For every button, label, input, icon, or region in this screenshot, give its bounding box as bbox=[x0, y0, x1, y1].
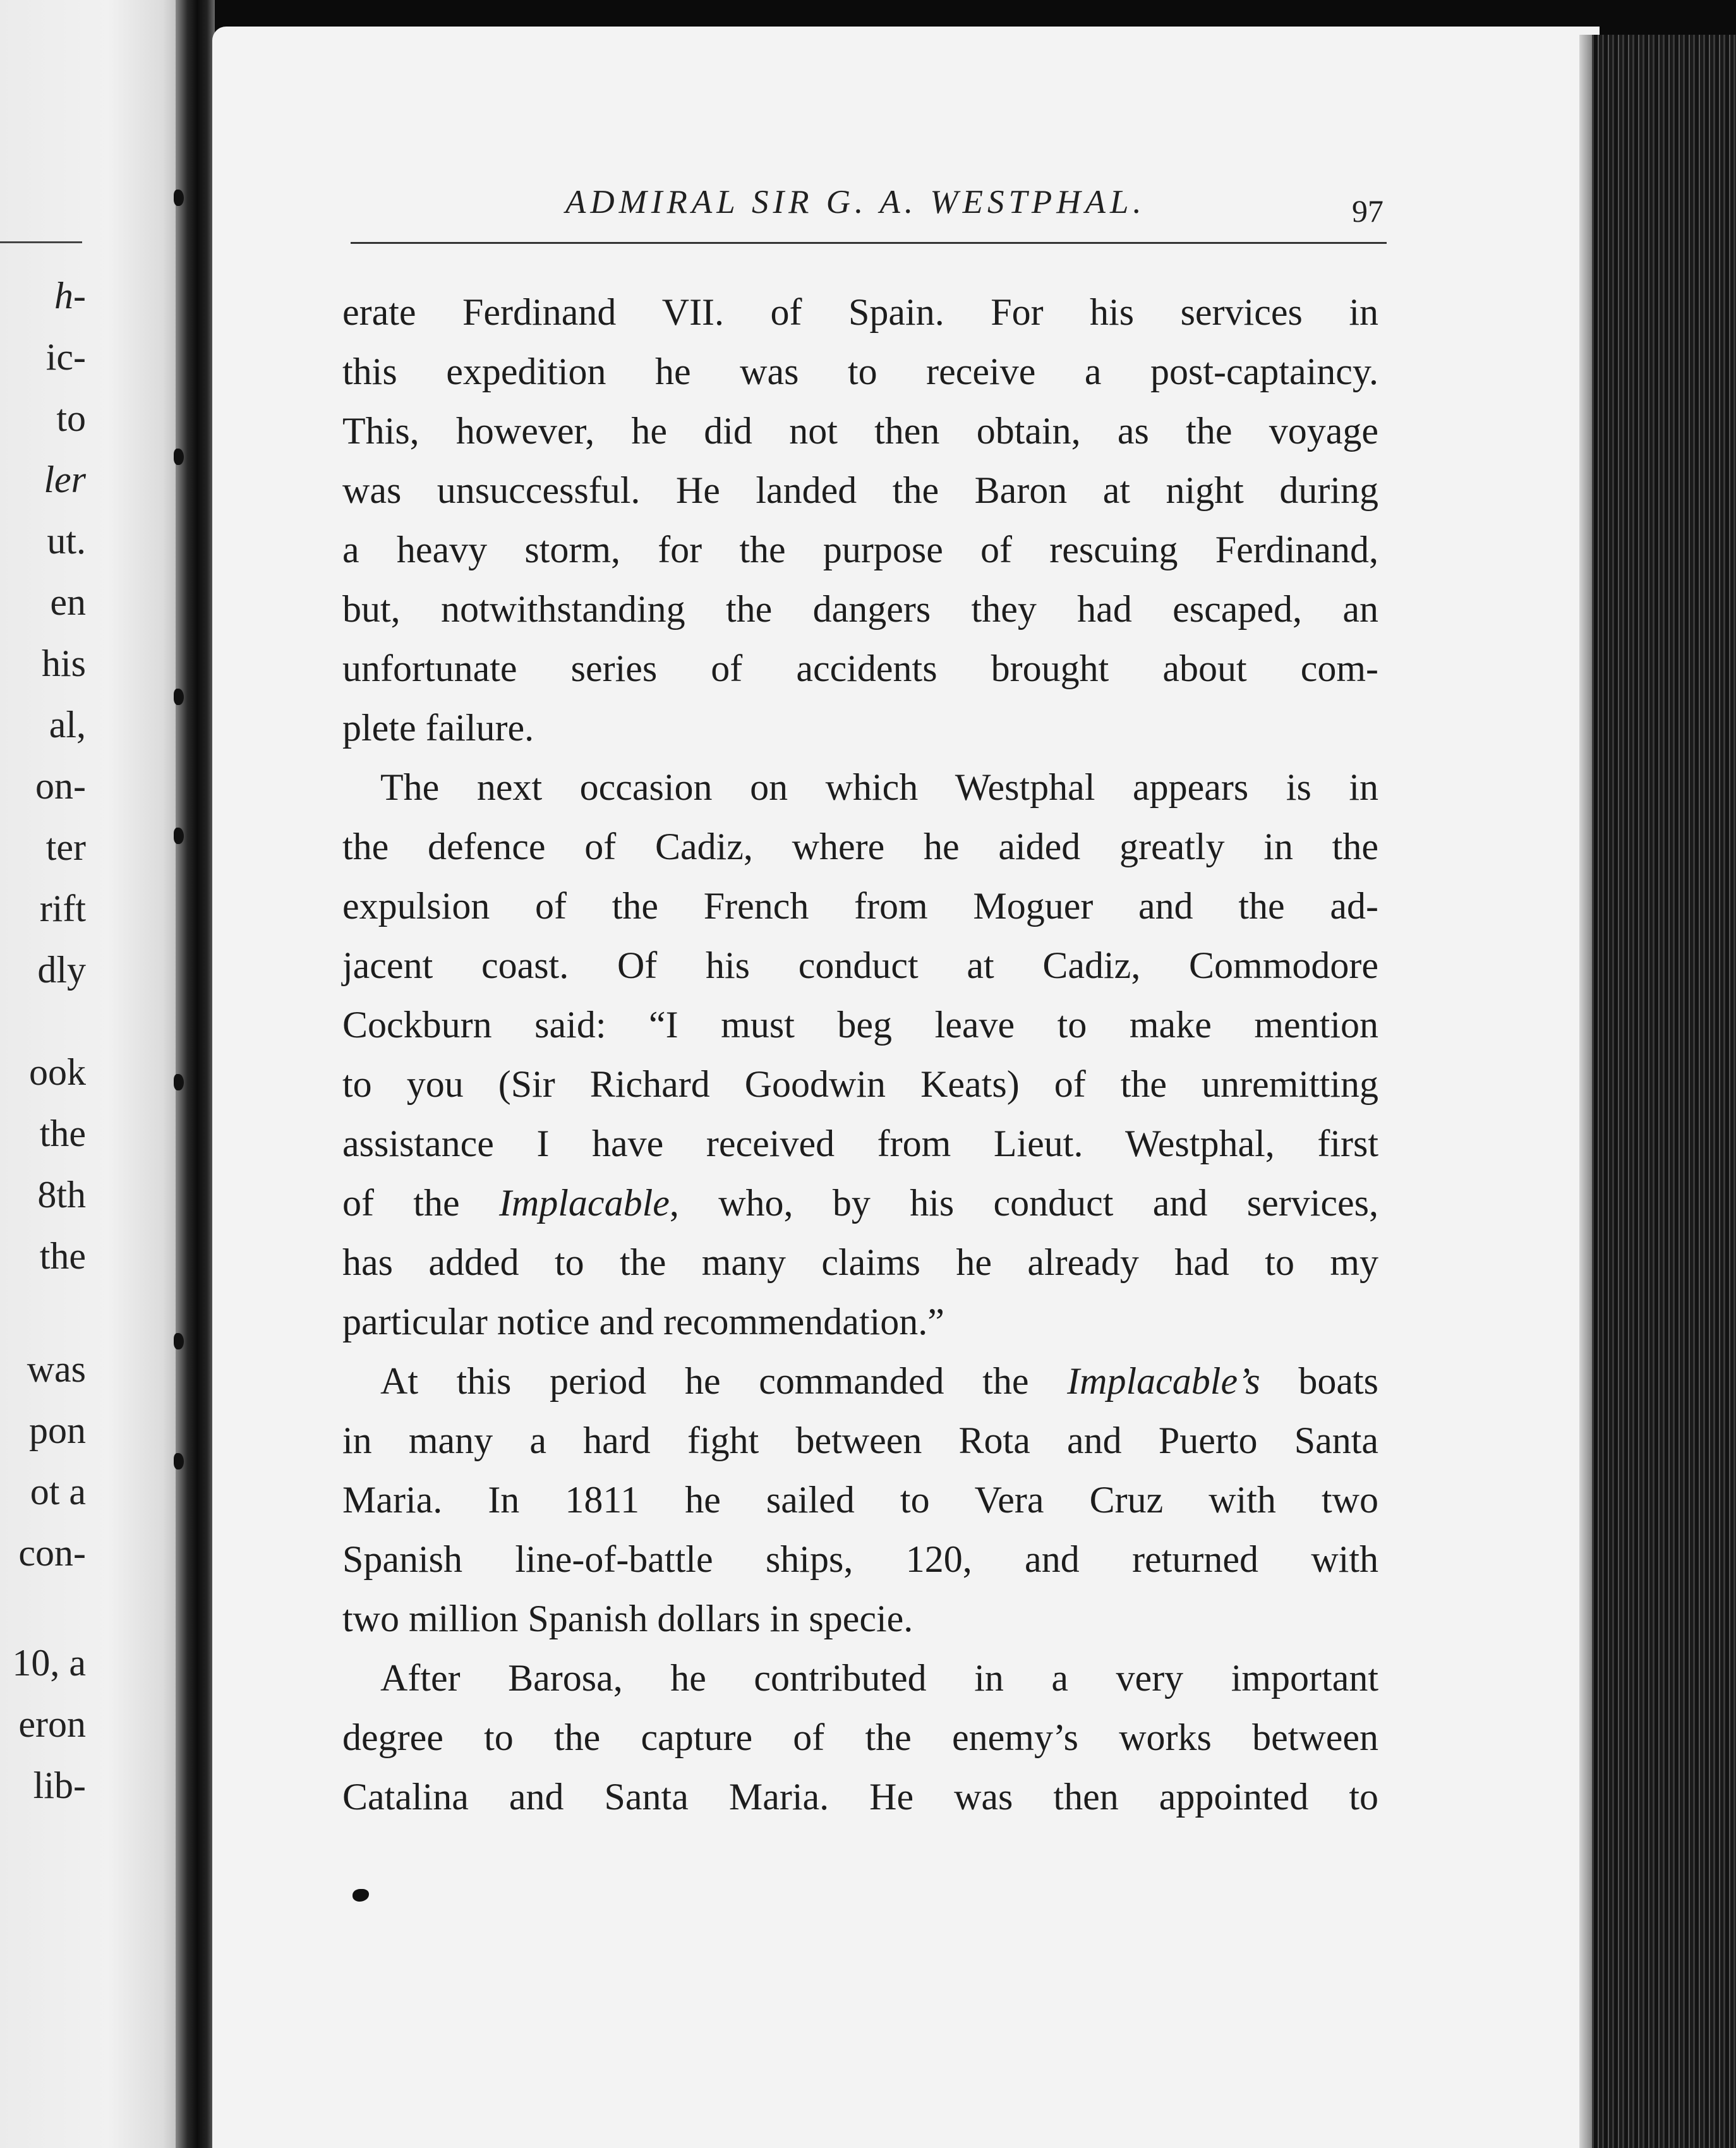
text-line: in many a hard fight between Rota and Puerto Santa bbox=[342, 1420, 1378, 1461]
left-page-fragment: to bbox=[56, 397, 86, 439]
text-line: assistance I have received from Lieut. Westphal, first bbox=[342, 1123, 1378, 1164]
left-page-fragment: en bbox=[50, 581, 86, 623]
text-line: the defence of Cadiz, where he aided greatly in the bbox=[342, 826, 1378, 867]
ship-name: Implacable’s bbox=[1067, 1360, 1260, 1402]
left-page-fragment: his bbox=[41, 643, 86, 684]
text-line: Maria. In 1811 he sailed to Vera Cruz with two bbox=[342, 1479, 1378, 1521]
text-line: erate Ferdinand VII. of Spain. For his services in bbox=[342, 291, 1378, 333]
left-page-fragment: on- bbox=[35, 765, 86, 807]
text-line: expulsion of the French from Moguer and the ad- bbox=[342, 885, 1378, 927]
text-line: Catalina and Santa Maria. He was then appointed to bbox=[342, 1776, 1378, 1818]
left-page-fragment: the bbox=[39, 1113, 86, 1154]
left-page-fragment: al, bbox=[49, 704, 86, 745]
text-line bbox=[342, 1358, 1378, 1404]
text-line: was unsuccessful. He landed the Baron at night during bbox=[342, 469, 1378, 511]
gutter-mark bbox=[174, 1074, 184, 1090]
text-line: jacent coast. Of his conduct at Cadiz, Commodore bbox=[342, 944, 1378, 986]
text-line: Cockburn said: “I must beg leave to make mention bbox=[342, 1004, 1378, 1046]
gutter-mark bbox=[174, 1333, 184, 1349]
gutter-mark bbox=[174, 828, 184, 844]
text-line: degree to the capture of the enemy’s works between bbox=[342, 1717, 1378, 1758]
page-edges bbox=[1592, 35, 1736, 2148]
text-line: a heavy storm, for the purpose of rescuing Ferdinand, bbox=[342, 529, 1378, 570]
body-text bbox=[342, 0, 1385, 2148]
left-page-fragment: was bbox=[27, 1348, 86, 1390]
left-page-rule bbox=[0, 241, 82, 243]
text-line bbox=[342, 1180, 1378, 1226]
left-page-fragment: ler bbox=[44, 459, 86, 500]
text-line: to you (Sir Richard Goodwin Keats) of the unremitting bbox=[342, 1063, 1378, 1105]
text-line: After Barosa, he contributed in a very important bbox=[380, 1657, 1378, 1699]
text-run: At this period he commanded the bbox=[380, 1360, 1068, 1402]
left-page-fragment: ook bbox=[29, 1051, 86, 1093]
left-page-fragment: ot a bbox=[30, 1471, 86, 1512]
book-gutter bbox=[176, 0, 215, 2148]
text-line: This, however, he did not then obtain, as the voyage bbox=[342, 410, 1378, 452]
left-page-fragment: dly bbox=[37, 949, 86, 991]
left-page-fragment: rift bbox=[39, 888, 86, 929]
left-page-fragment: ic- bbox=[45, 336, 86, 378]
left-page-fragment: lib- bbox=[33, 1765, 86, 1806]
text-line: two million Spanish dollars in specie. bbox=[342, 1598, 913, 1639]
text-line: plete failure. bbox=[342, 707, 534, 749]
left-page-fragment: ter bbox=[45, 826, 86, 868]
gutter-mark bbox=[174, 1453, 184, 1469]
text-run: boats bbox=[1260, 1360, 1378, 1402]
left-page-fragment: the bbox=[39, 1235, 86, 1277]
ship-name: Implacable bbox=[498, 1182, 670, 1224]
left-page-fragment: pon bbox=[29, 1409, 86, 1451]
text-line: this expedition he was to receive a post-captaincy. bbox=[342, 351, 1378, 392]
running-head: ADMIRAL SIR G. A. WESTPHAL. bbox=[565, 184, 1146, 220]
left-page bbox=[0, 0, 181, 2148]
left-page-fragment: eron bbox=[18, 1703, 86, 1745]
gutter-mark bbox=[174, 449, 184, 465]
gutter-mark bbox=[174, 190, 184, 206]
text-line: particular notice and recommendation.” bbox=[342, 1301, 944, 1342]
text-line: Spanish line-of-battle ships, 120, and returned with bbox=[342, 1538, 1378, 1580]
text-run: of the bbox=[342, 1182, 499, 1224]
left-page-fragment: 10, a bbox=[12, 1642, 86, 1684]
text-run: , who, by his conduct and services, bbox=[669, 1182, 1379, 1224]
text-line: but, notwithstanding the dangers they had escaped, an bbox=[342, 588, 1378, 630]
text-line: has added to the many claims he already had to my bbox=[342, 1241, 1378, 1283]
left-page-fragment: h- bbox=[54, 275, 86, 317]
left-page-fragment: con- bbox=[18, 1532, 86, 1574]
text-line: The next occasion on which Westphal appears is in bbox=[380, 766, 1378, 808]
left-page-fragment: 8th bbox=[37, 1174, 86, 1216]
left-page-fragment: ut. bbox=[47, 520, 86, 562]
page-number: 97 bbox=[1352, 193, 1383, 229]
gutter-mark bbox=[174, 689, 184, 705]
text-line: unfortunate series of accidents brought about com- bbox=[342, 648, 1378, 689]
